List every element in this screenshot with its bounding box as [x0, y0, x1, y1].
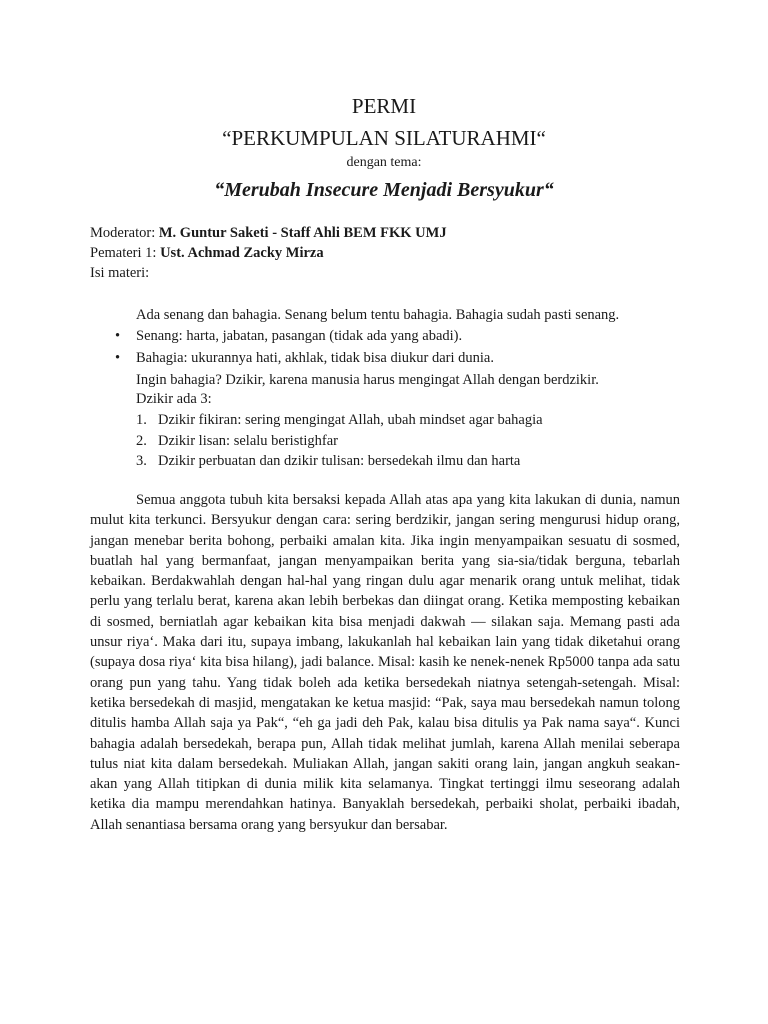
- dzikir-list: [0, 410, 768, 472]
- document-subtitle: “PERKUMPULAN SILATURAHMI“: [222, 126, 546, 150]
- dzikir-heading: Dzikir ada 3:: [136, 391, 212, 407]
- list-item: [0, 326, 768, 347]
- speaker-label: Pemateri 1:: [90, 245, 157, 261]
- list-item: [0, 410, 768, 431]
- intro-text: Ada senang dan bahagia. Senang belum tentu bahagia. Bahagia sudah pasti senang.: [136, 307, 620, 323]
- moderator-line: [90, 223, 447, 243]
- list-text: Dzikir fikiran: sering mengingat Allah, ubah mindset agar bahagia: [158, 412, 543, 428]
- content-label: Isi materi:: [90, 265, 150, 281]
- list-text: Dzikir perbuatan dan dzikir tulisan: bersedekah ilmu dan harta: [158, 453, 521, 469]
- theme-title: “Merubah Insecure Menjadi Bersyukur“: [214, 179, 554, 201]
- speaker-name: Ust. Achmad Zacky Mirza: [160, 245, 324, 261]
- theme-label: dengan tema:: [346, 155, 422, 170]
- happiness-question: Ingin bahagia? Dzikir, karena manusia harus mengingat Allah dengan berdzikir.: [136, 372, 599, 388]
- list-number: 2.: [136, 432, 147, 449]
- bullet-icon: •: [115, 350, 121, 366]
- bullet-text: Bahagia: ukurannya hati, akhlak, tidak bisa diukur dari dunia.: [136, 350, 494, 366]
- body-paragraph: Semua anggota tubuh kita bersaksi kepada Allah atas apa yang kita lakukan di dunia, namun mulut kita terkunci. Bersyukur dengan cara: sering berdzikir, jangan sering mengurusi hidup orang, jangan menebar berita bohong, perbaiki amalan kita. Jika ingin menyampaikan sesuatu di sosmed, buatlah hal yang bermanfaat, jangan menyampaikan berita yang sia-sia/tidak berguna, tebarlah kebaikan. Berdakwahlah dengan hal-hal yang ringan dulu agar menarik orang untuk melihat, tidak perlu yang terlalu berat, karena akan lebih berbekas dan diingat orang. Ketika memposting kebaikan di sosmed, berniatlah agar kebaikan kita bisa menjadi dakwah — silakan saja. Memang pasti ada unsur riya‘. Maka dari itu, supaya imbang, lakukanlah hal kebaikan lain yang tidak diketahui orang (supaya dosa riya‘ kita bisa hilang), jadi balance. Misal: kasih ke nenek-nenek Rp5000 tanpa ada satu orang pun yang tahu. Yang tidak boleh ada ketika bersedekah niatnya setengah-setengah. Misal: ketika bersedekah di masjid, mengatakan ke ketua masjid: “Pak, saya mau bersedekah namun tolong ditulis hamba Allah saja ya Pak“, “eh ga jadi deh Pak, kalau bisa ditulis ya Pak nama saya“. Kunci bahagia adalah bersedekah, berapa pun, Allah tidak melihat jumlah, karena Allah menilai seberapa tulus niat kita dalam bersedekah. Muliakan Allah, jangan sakiti orang lain, jangan angkuh seakan-akan yang Allah titipkan di dunia milik kita selamanya. Tingkat tertinggi ilmu seseorang adalah ketika dia mampu merendahkan hatinya. Banyaklah bersedekah, perbaiki sholat, perbaiki ibadah, Allah senantiasa bersama orang yang bersyukur dan bersabar.: [90, 492, 680, 833]
- bullet-icon: •: [115, 328, 121, 344]
- list-item: [0, 348, 768, 369]
- list-item: [0, 431, 768, 452]
- bullet-text: Senang: harta, jabatan, pasangan (tidak ada yang abadi).: [136, 328, 463, 344]
- list-number: 1.: [136, 412, 147, 428]
- list-number: 3.: [136, 453, 147, 469]
- moderator-label: Moderator:: [90, 225, 156, 241]
- bullet-list: [0, 326, 768, 370]
- moderator-name: M. Guntur Saketi - Staff Ahli BEM FKK UMJ: [158, 225, 447, 241]
- list-text: Dzikir lisan: selalu beristighfar: [158, 432, 338, 449]
- list-item: [0, 451, 768, 472]
- document-title: PERMI: [351, 94, 417, 118]
- speaker-line: [90, 243, 324, 263]
